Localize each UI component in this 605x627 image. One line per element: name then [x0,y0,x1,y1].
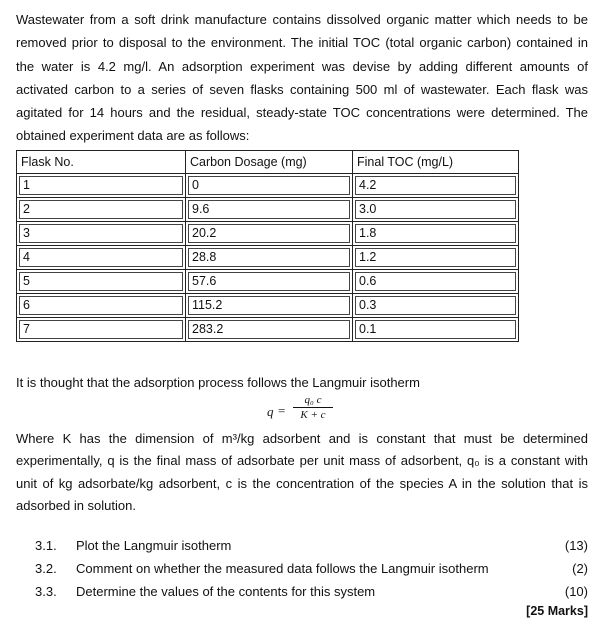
header-carbon-dosage: Carbon Dosage (mg) [186,150,353,173]
carbon-dosage-cell: 115.2 [188,296,350,315]
table-row [17,173,519,197]
table-header-row [17,150,519,173]
final-toc-cell: 0.6 [355,272,516,291]
final-toc-cell: 1.2 [355,248,516,267]
flask-no-cell: 1 [19,176,183,195]
list-item [16,580,588,603]
carbon-dosage-cell: 28.8 [188,248,350,267]
intro-paragraph: Wastewater from a soft drink manufacture contains dissolved organic matter which needs to be removed prior to disposal to the environment. The initial TOC (total organic carbon) contained in the water is 4.2 mg/l. An adsorption experiment was devise by adding different amounts of activated carbon to a series of seven flasks containing 500 ml of wastewater. Each flask was agitated for 14 hours and the residual, steady-state TOC concentrations were determined. The obtained experiment data are as follows: [16,12,588,144]
carbon-dosage-cell: 20.2 [188,224,350,243]
flask-no-cell: 2 [19,200,183,219]
definitions-paragraph: Where K has the dimension of m³/kg adsorbent and is constant that must be determined experimentally, q is the final mass of adsorbate per unit mass of adsorbent, q₀ is a constant with unit of kg adsorbate/kg adsorbent, c is the concentration of the species A in the solution that is adsorbed in solution. [16,430,588,514]
carbon-dosage-cell: 283.2 [188,320,350,339]
equation-denominator: K + c [300,408,326,421]
question-number: 3.2. [35,560,57,576]
header-flask-no: Flask No. [17,150,186,173]
final-toc-cell: 4.2 [355,176,516,195]
question-number: 3.3. [35,583,57,599]
flask-no-cell: 3 [19,224,183,243]
list-item [16,557,588,580]
question-marks: (2) [572,560,588,576]
final-toc-cell: 1.8 [355,224,516,243]
carbon-dosage-cell: 0 [188,176,350,195]
flask-no-cell: 4 [19,248,183,267]
flask-no-cell: 6 [19,296,183,315]
equation-equals: = [278,402,286,418]
total-marks: [25 Marks] [526,604,588,618]
header-final-toc: Final TOC (mg/L) [353,150,519,173]
isotherm-statement: It is thought that the adsorption process follows the Langmuir isotherm [16,374,420,390]
langmuir-equation [16,394,588,428]
final-toc-cell: 0.1 [355,320,516,339]
question-list [16,534,588,603]
table-row [17,221,519,245]
question-page [16,8,588,603]
table-row [17,197,519,221]
equation-numerator: q₀ c [293,394,333,408]
table-row [17,293,519,317]
question-text: Determine the values of the contents for this system [76,583,376,599]
carbon-dosage-cell: 9.6 [188,200,350,219]
flask-no-cell: 5 [19,272,183,291]
question-text: Comment on whether the measured data follows the Langmuir isotherm [76,560,489,576]
question-marks: (10) [564,583,588,599]
equation-lhs: q [267,403,274,419]
final-toc-cell: 0.3 [355,296,516,315]
list-item [16,534,588,557]
experiment-data-table [16,150,519,342]
table-row [17,245,519,269]
question-number: 3.1. [35,537,57,553]
question-marks: (13) [564,537,588,553]
question-text: Plot the Langmuir isotherm [76,537,232,553]
flask-no-cell: 7 [19,320,183,339]
table-row [17,269,519,293]
final-toc-cell: 3.0 [355,200,516,219]
table-row [17,317,519,341]
equation-fraction [293,394,333,421]
carbon-dosage-cell: 57.6 [188,272,350,291]
